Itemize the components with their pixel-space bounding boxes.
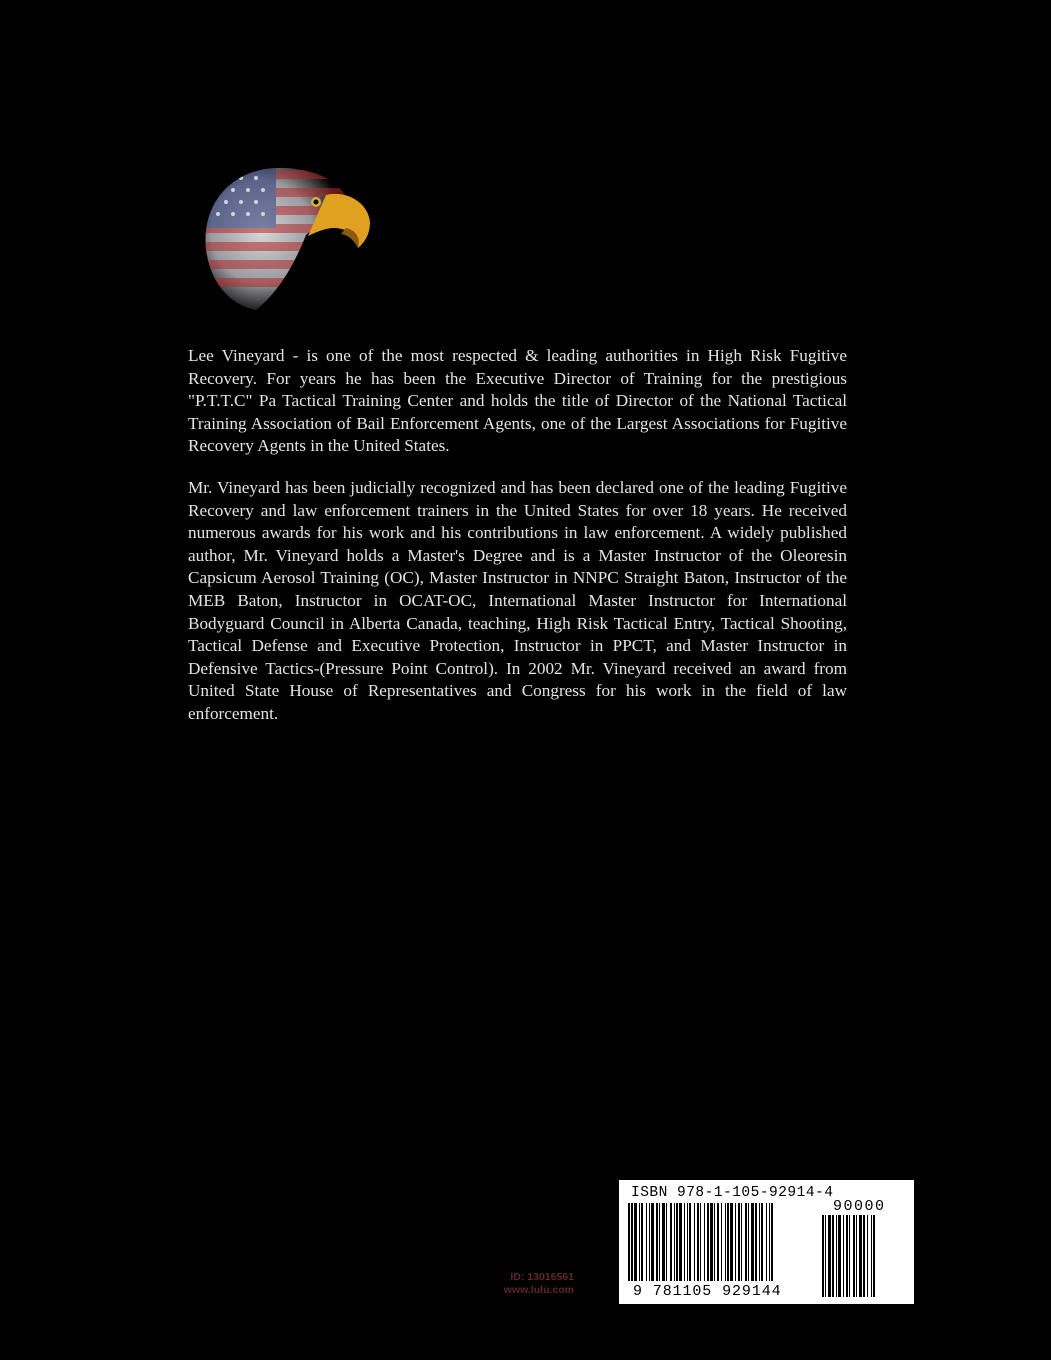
- barcode-bar: [666, 1203, 667, 1281]
- barcode-bar: [725, 1203, 726, 1281]
- barcode-bar: [871, 1215, 872, 1297]
- barcode-bar: [651, 1203, 654, 1281]
- barcode-bar: [639, 1203, 640, 1281]
- barcode-bar: [735, 1203, 736, 1281]
- barcode-bar: [741, 1203, 742, 1281]
- bio-paragraph-1: Lee Vineyard - is one of the most respected & leading authorities in High Risk Fugitive Recovery. For years he has been the Executive Director of Training for the prestigious "P.T.T.C" Pa Tactical Training Center and holds the title of Director of the National Tactical Training Association of Bail Enforcement Agents, one of the Largest Associations for Fugitive Recovery Agents in the United States.: [188, 346, 847, 456]
- barcode-bar: [738, 1203, 740, 1281]
- barcode-bar: [761, 1203, 763, 1281]
- barcode-bar: [694, 1203, 695, 1281]
- barcode-bar: [656, 1203, 658, 1281]
- barcode-bar: [846, 1215, 848, 1297]
- eagle-flag-icon: [196, 140, 386, 320]
- barcode-bar: [641, 1203, 643, 1281]
- barcode-bar: [751, 1203, 754, 1281]
- barcode-bar: [759, 1203, 760, 1281]
- barcode-bar: [717, 1203, 719, 1281]
- barcode-bar: [755, 1203, 757, 1281]
- barcode-bar: [863, 1215, 865, 1297]
- barcode-bar: [634, 1203, 637, 1281]
- barcode-bar: [873, 1215, 875, 1297]
- barcode-bar: [766, 1203, 767, 1281]
- lulu-url: www.lulu.com: [503, 1284, 574, 1296]
- barcode-bar: [843, 1215, 844, 1297]
- barcode-bar: [676, 1203, 678, 1281]
- barcode-bar: [838, 1215, 841, 1297]
- barcode-bar: [769, 1203, 770, 1281]
- barcode-bar: [822, 1215, 824, 1297]
- barcode-bar: [628, 1203, 630, 1281]
- barcode-bar: [832, 1215, 834, 1297]
- barcode-bar: [659, 1203, 660, 1281]
- barcode-bar: [849, 1215, 850, 1297]
- barcode-bar: [700, 1203, 701, 1281]
- barcode-bar: [748, 1203, 749, 1281]
- barcode-bar: [856, 1215, 857, 1297]
- barcode-bar: [714, 1203, 715, 1281]
- barcode-bar: [836, 1215, 837, 1297]
- barcode-bar: [679, 1203, 682, 1281]
- barcode-bar: [771, 1203, 773, 1281]
- ean-digits: 9 781105 929144: [633, 1283, 782, 1300]
- barcode-bar: [828, 1215, 831, 1297]
- barcode-bar: [704, 1203, 705, 1281]
- barcode-bar: [684, 1203, 685, 1281]
- barcode-bar: [662, 1203, 665, 1281]
- barcode-bar: [745, 1203, 747, 1281]
- isbn-label: ISBN 978-1-105-92914-4: [631, 1185, 834, 1201]
- barcode-bar: [631, 1203, 633, 1281]
- barcode-bar: [859, 1215, 862, 1297]
- author-bio: [188, 345, 847, 745]
- barcode-bar: [707, 1203, 709, 1281]
- barcode-bar: [670, 1203, 672, 1281]
- barcode-bar: [825, 1215, 826, 1297]
- barcode-bar: [646, 1203, 647, 1281]
- barcode-bar: [730, 1203, 733, 1281]
- addon-digits: 90000: [833, 1198, 886, 1215]
- lulu-id: ID: 13016561: [510, 1271, 574, 1283]
- barcode-bar: [674, 1203, 675, 1281]
- barcode-bar: [727, 1203, 729, 1281]
- barcode-bar: [710, 1203, 713, 1281]
- barcode-bar: [697, 1203, 699, 1281]
- barcode-bar: [867, 1215, 868, 1297]
- addon-barcode: [822, 1215, 902, 1297]
- lulu-imprint: [478, 1271, 574, 1297]
- barcode-bar: [853, 1215, 855, 1297]
- barcode-bar: [687, 1203, 688, 1281]
- barcode-bar: [649, 1203, 650, 1281]
- bio-paragraph-2: Mr. Vineyard has been judicially recognized and has been declared one of the leading Fugitive Recovery and law enforcement trainers in the United States for over 18 years. He received numerous awards for his work and his contributions in law enforcement. A widely published author, Mr. Vineyard holds a Master's Degree and is a Master Instructor of the Oleoresin Capsicum Aerosol Training (OC), Master Instructor in NNPC Straight Baton, Instructor of the MEB Baton, Instructor in OCAT-OC, International Master Instructor for International Bodyguard Council in Alberta Canada, teaching, High Risk Tactical Entry, Tactical Shooting, Tactical Defense and Executive Protection, Instructor in PPCT, and Master Instructor in Defensive Tactics-(Pressure Point Control). In 2002 Mr. Vineyard received an award from United State House of Representatives and Congress for his work in the field of law enforcement.: [188, 477, 847, 723]
- barcode-bar: [689, 1203, 691, 1281]
- barcode-bar: [721, 1203, 722, 1281]
